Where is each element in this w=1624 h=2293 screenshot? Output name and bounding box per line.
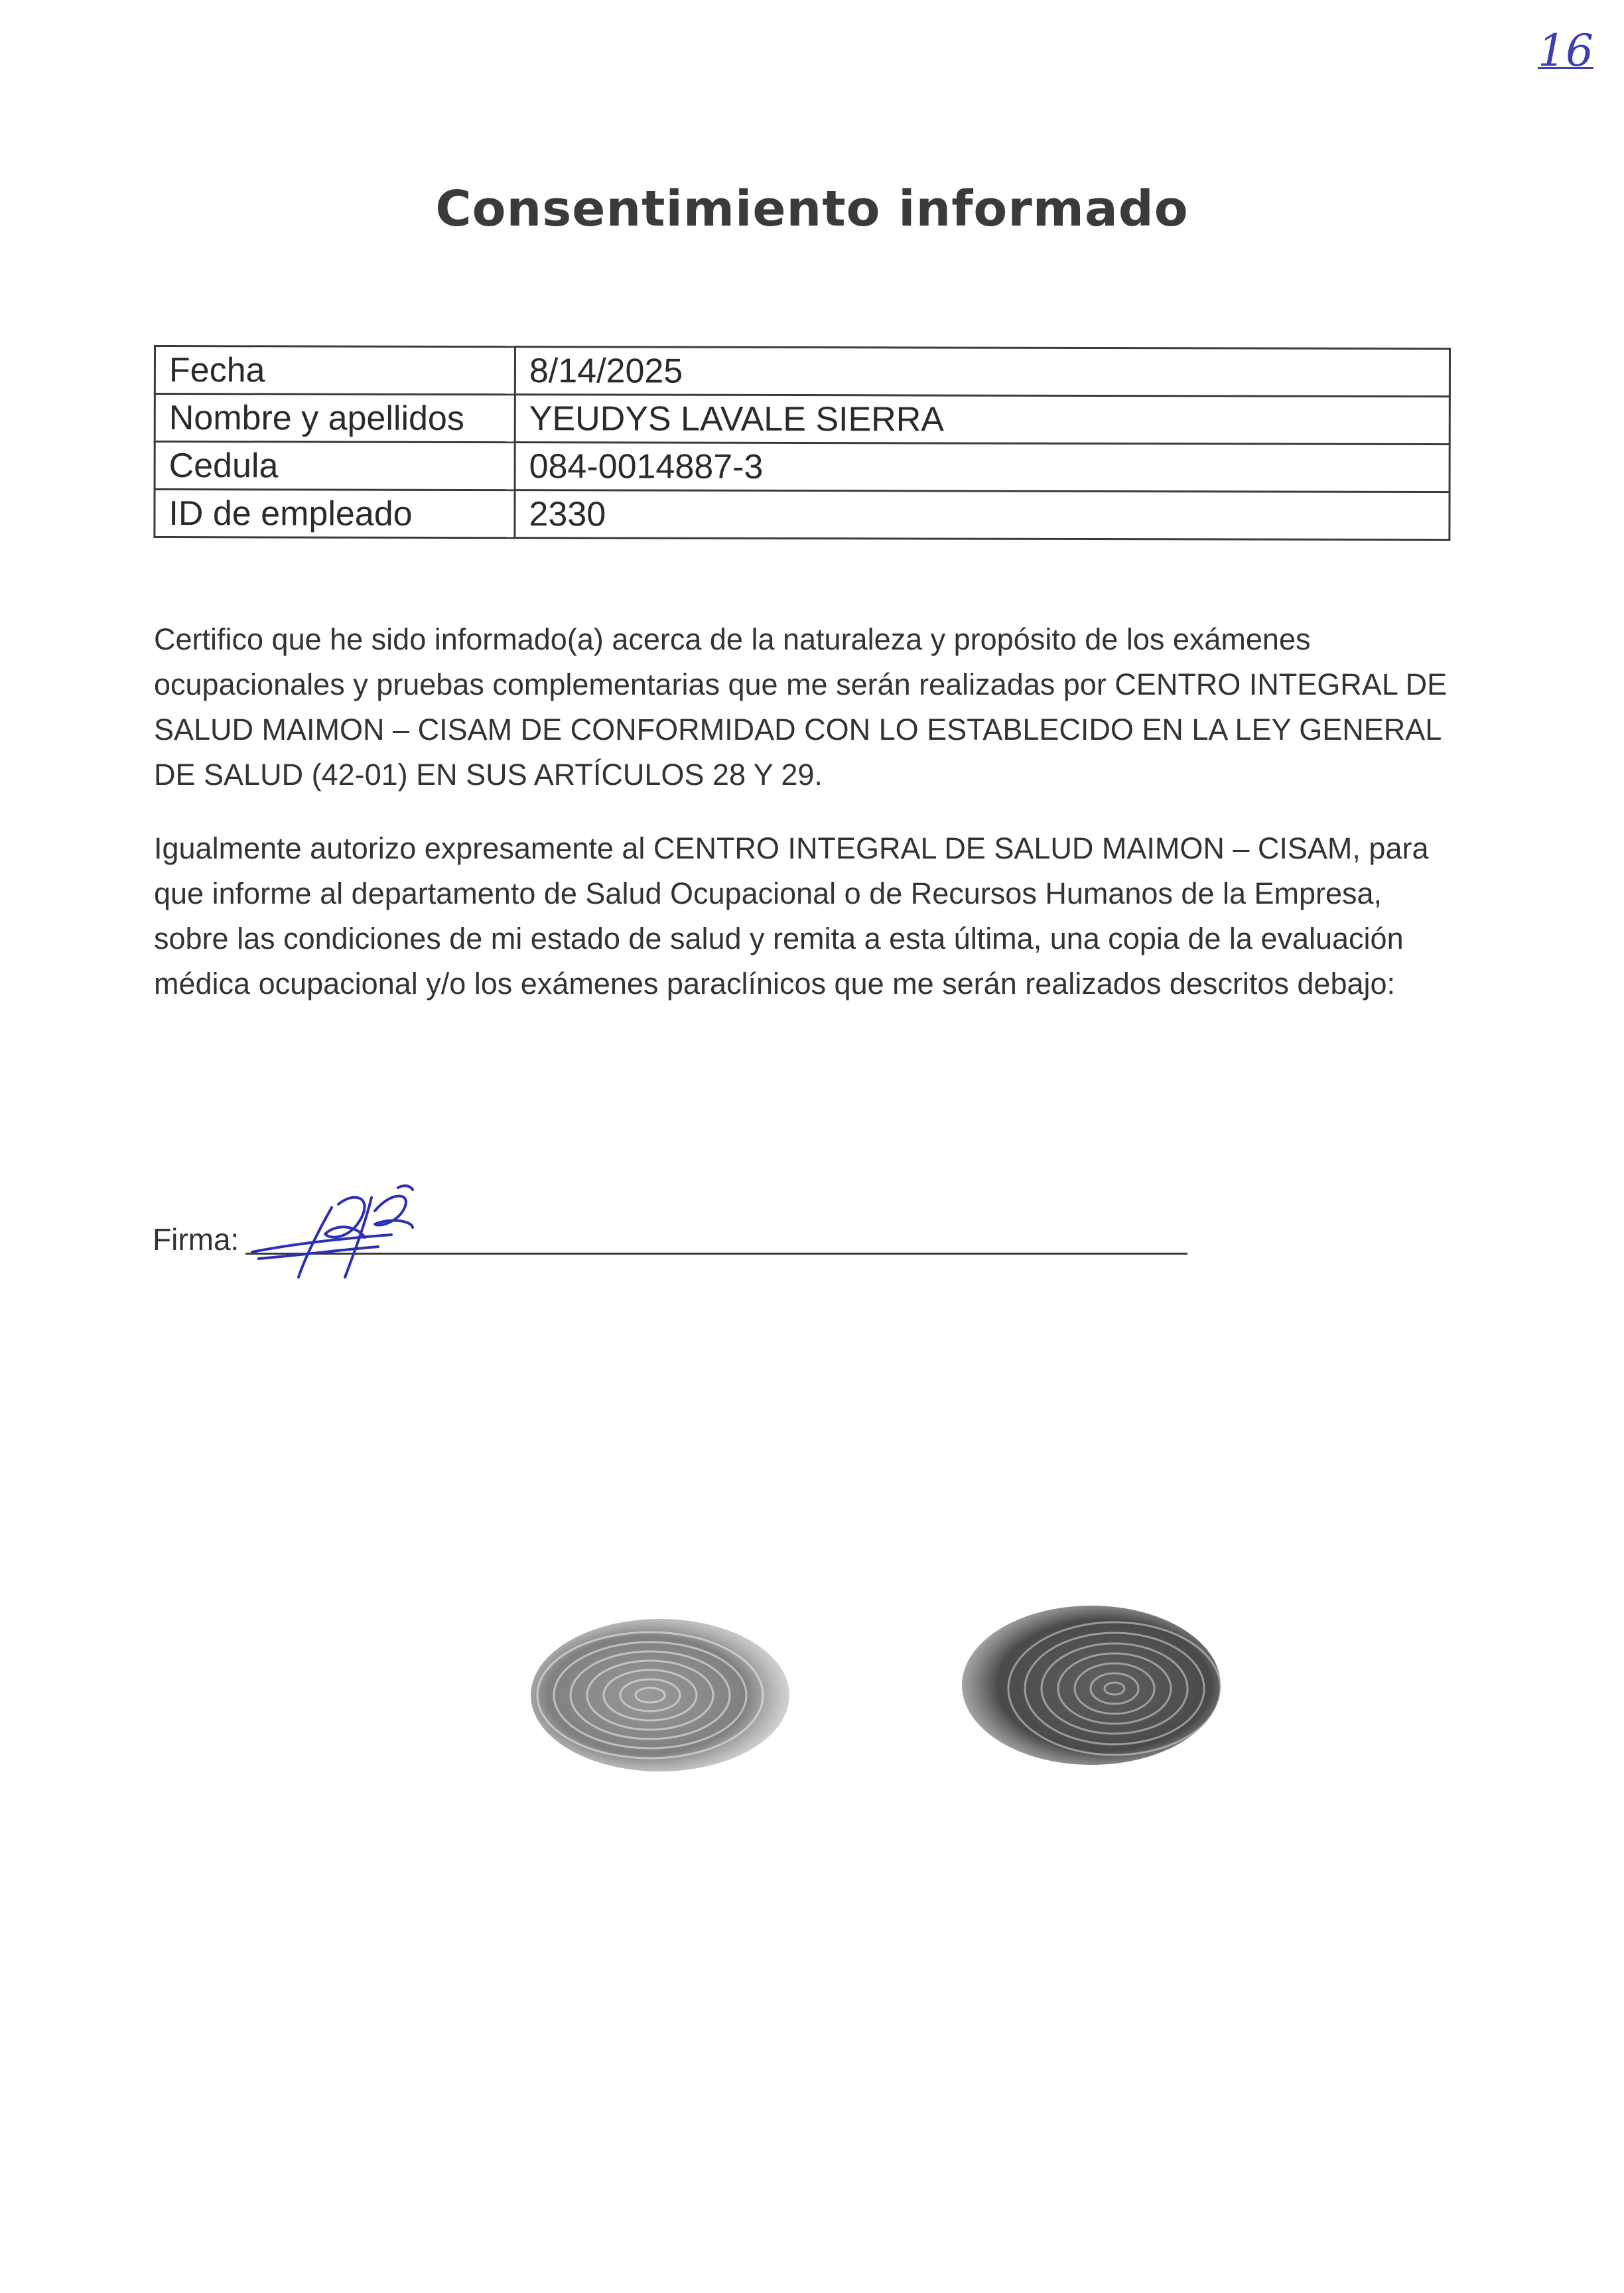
table-row <box>155 442 1450 492</box>
certification-paragraph: Certifico que he sido informado(a) acerca de la naturaleza y propósito de los exámenes ocupacionales y pruebas complementarias que me serán realizadas por CENTRO INTEGRAL DE SALUD MAIMON – CISAM DE CONFORMIDAD CON LO ESTABLECIDO EN LA LEY GENERAL DE SALUD (42-01) EN SUS ARTÍCULOS 28 Y 29. <box>154 622 1448 792</box>
nombre-value: YEUDYS LAVALE SIERRA <box>515 395 1450 445</box>
page-number: 16 <box>1538 25 1593 76</box>
table-row <box>155 490 1450 540</box>
cedula-label: Cedula <box>155 442 515 490</box>
document-title: Consentimiento informado <box>435 180 1189 238</box>
authorization-paragraph: Igualmente autorizo expresamente al CENTRO INTEGRAL DE SALUD MAIMON – CISAM, para que informe al departamento de Salud Ocupacional o de Recursos Humanos de la Empresa, sobre las condiciones de mi estado de salud y remita a esta última, una copia de la evaluación médica ocupacional y/o los exámenes paraclínicos que me serán realizados descritos debajo: <box>154 831 1429 1001</box>
handwritten-signature <box>239 1178 458 1284</box>
employee-id-value: 2330 <box>515 490 1450 540</box>
signature-block <box>153 1178 1187 1284</box>
info-table <box>153 345 1451 541</box>
cedula-value: 084-0014887-3 <box>515 443 1450 492</box>
nombre-label: Nombre y apellidos <box>155 394 515 443</box>
fecha-value: 8/14/2025 <box>515 347 1450 397</box>
employee-id-label: ID de empleado <box>155 490 515 538</box>
fecha-label: Fecha <box>155 346 515 395</box>
table-row <box>155 394 1450 445</box>
fingerprint-left-image <box>524 1612 796 1778</box>
table-row <box>155 346 1450 397</box>
fingerprint-right-image <box>955 1599 1227 1772</box>
signature-label: Firma: <box>153 1222 239 1257</box>
